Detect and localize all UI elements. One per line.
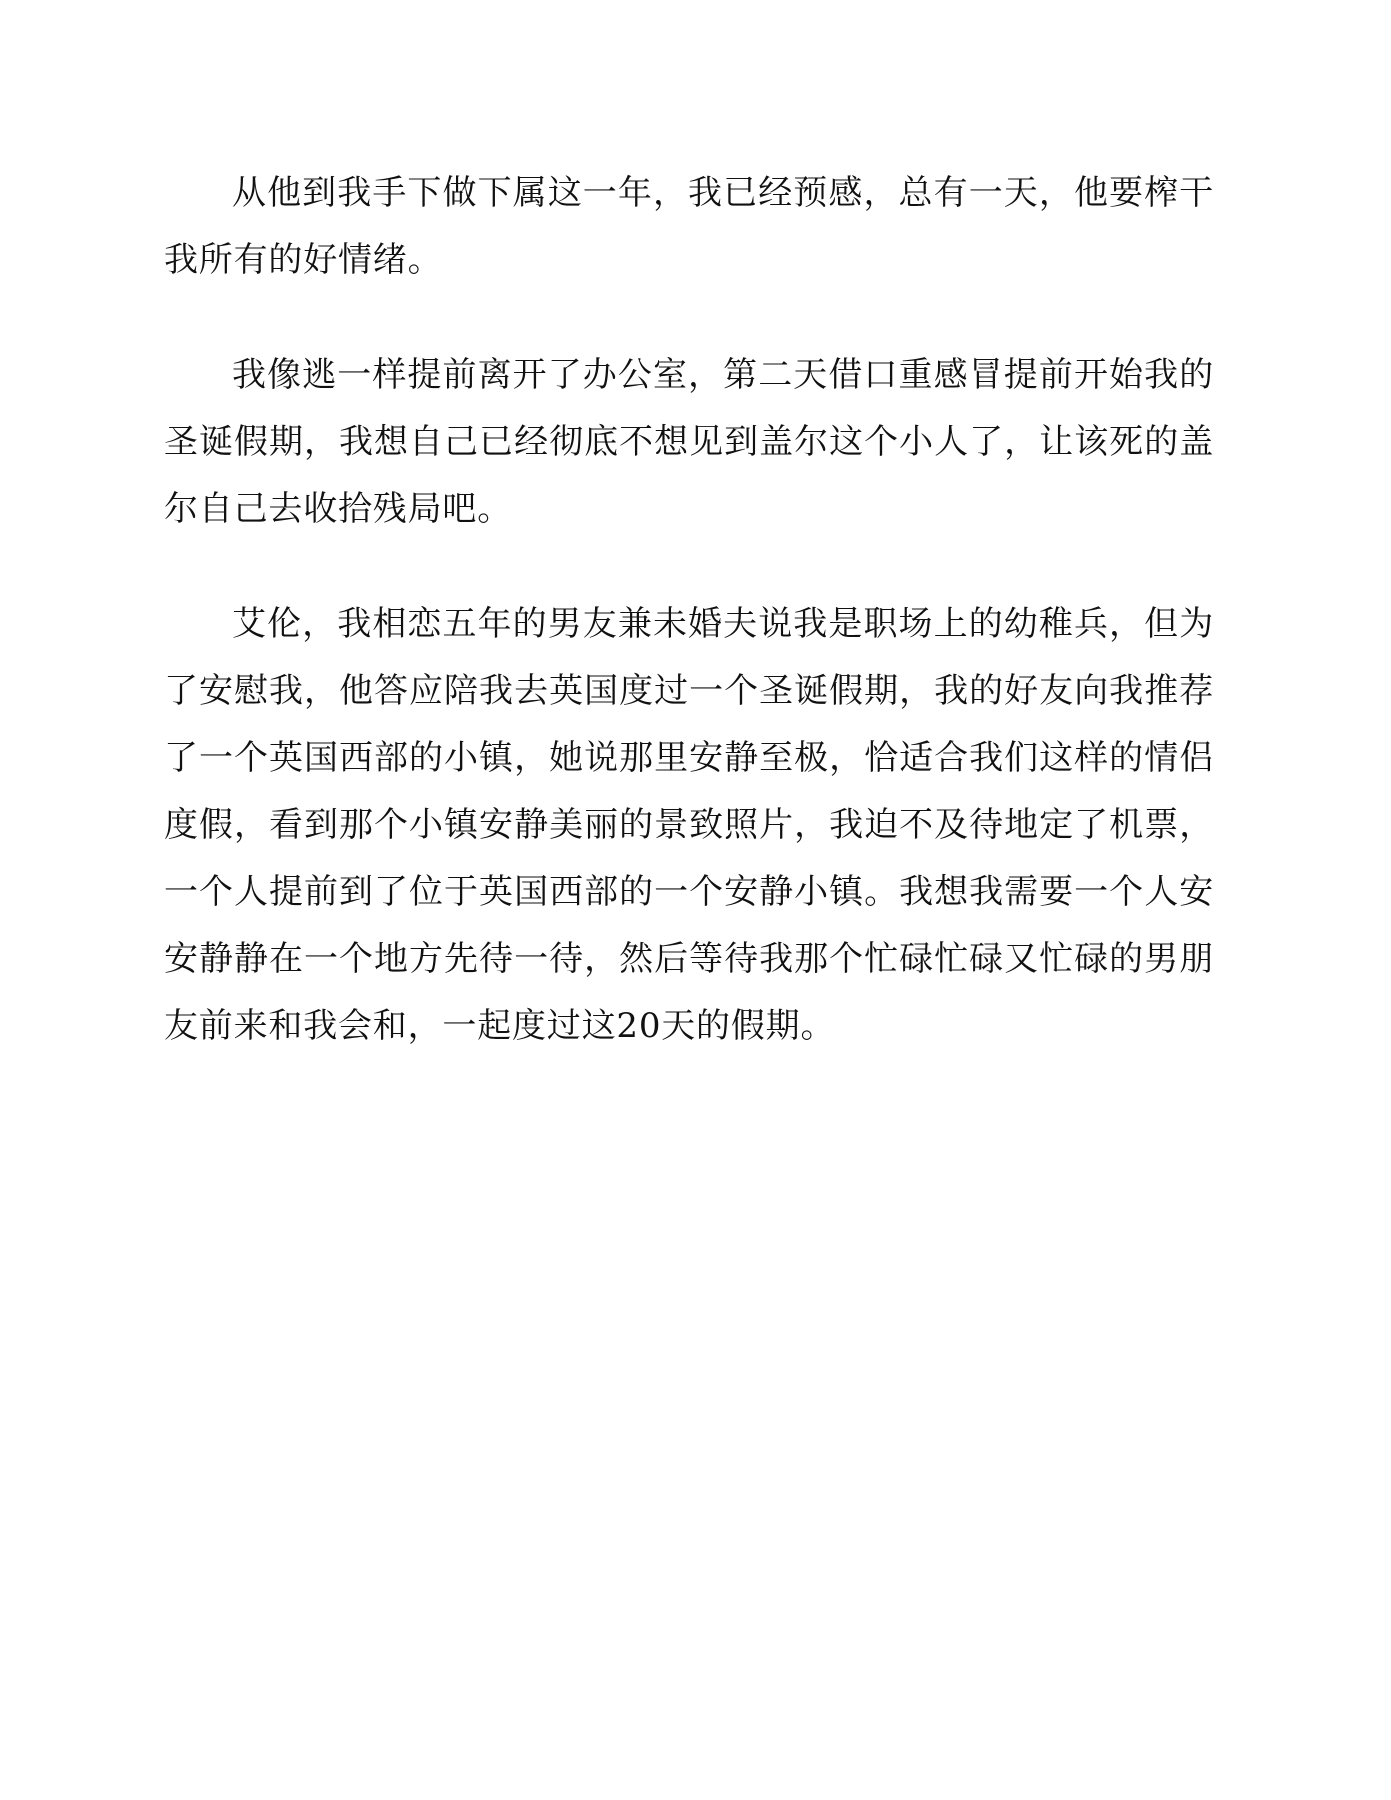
- document-body: [164, 160, 1214, 1108]
- paragraph-2: 我像逃一样提前离开了办公室，第二天借口重感冒提前开始我的圣诞假期，我想自己已经彻底不想见到盖尔这个小人了，让该死的盖尔自己去收拾残局吧。: [164, 355, 1214, 529]
- paragraph-3: 艾伦，我相恋五年的男友兼未婚夫说我是职场上的幼稚兵，但为了安慰我，他答应陪我去英国度过一个圣诞假期，我的好友向我推荐了一个英国西部的小镇，她说那里安静至极，恰适合我们这样的情侣度假，看到那个小镇安静美丽的景致照片，我迫不及待地定了机票，一个人提前到了位于英国西部的一个安静小镇。我想我需要一个人安安静静在一个地方先待一待，然后等待我那个忙碌忙碌又忙碌的男朋友前来和我会和，一起度过这20天的假期。: [164, 604, 1214, 1046]
- paragraph-1: 从他到我手下做下属这一年，我已经预感，总有一天，他要榨干我所有的好情绪。: [164, 173, 1214, 280]
